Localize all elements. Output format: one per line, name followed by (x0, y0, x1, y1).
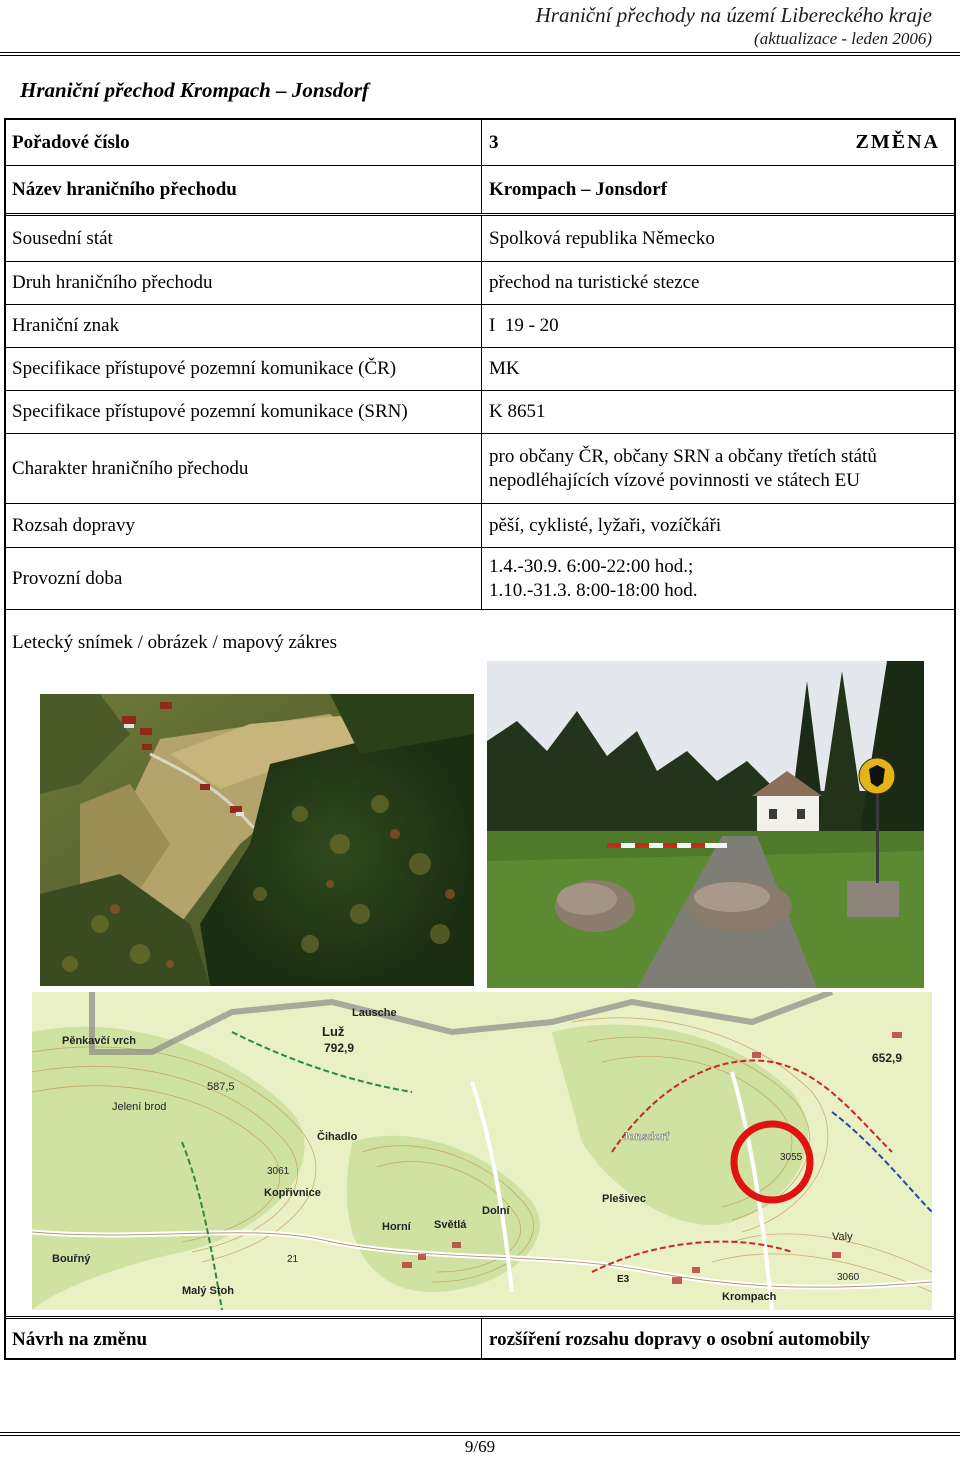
value-nazev: Krompach – Jonsdorf (489, 178, 668, 200)
ground-photo (487, 661, 924, 988)
map-label-15: 652,9 (872, 1051, 903, 1065)
map-label-5: Jelení brod (112, 1101, 167, 1113)
label-charakter: Charakter hraničního přechodu (12, 457, 249, 479)
value-charakter-line2: nepodléhajících vízové povinnosti ve státech EU (489, 469, 860, 491)
value-spec-cr: MK (489, 358, 520, 379)
images-label: Letecký snímek / obrázek / mapový zákres (12, 632, 337, 653)
row-poradove-cislo (6, 120, 954, 166)
value-hranicni-znak: I 19 - 20 (489, 315, 559, 336)
label-provozni-doba: Provozní doba (12, 567, 123, 589)
value-provozni-doba (489, 548, 946, 609)
row-spec-cr (6, 348, 954, 391)
map-label-4: Lausche (352, 1007, 397, 1019)
row-charakter (6, 434, 954, 504)
map-label-17: Valy (832, 1231, 853, 1243)
footer-rule-2 (0, 1435, 960, 1436)
label-spec-cr: Specifikace přístupové pozemní komunikace (ČR) (12, 358, 397, 379)
row-spec-srn (6, 391, 954, 434)
label-poradove-cislo: Pořadové číslo (12, 131, 130, 153)
document-title: Hraniční přechod Krompach – Jonsdorf (20, 78, 369, 102)
value-sousedni-stat: Spolková republika Německo (489, 227, 715, 249)
page-header (536, 2, 932, 50)
header-rule (0, 52, 960, 53)
map-label-6: Čihadlo (317, 1131, 358, 1143)
map-label-11: Plešivec (602, 1193, 647, 1205)
map-label-16: Jonsdorf (622, 1131, 670, 1143)
value-navrh-na-zmenu: rozšíření rozsahu dopravy o osobní automobily (489, 1328, 870, 1350)
value-spec-srn: K 8651 (489, 401, 546, 422)
map-label-8: Světlá (434, 1219, 467, 1231)
map-label-23: 21 (287, 1254, 299, 1265)
row-druh (6, 262, 954, 305)
label-sousedni-stat: Sousední stát (12, 227, 113, 249)
value-provozni-doba-line2: 1.10.-31.3. 8:00-18:00 hod. (489, 579, 698, 601)
change-badge: ZMĚNA (855, 131, 940, 153)
header-update: (aktualizace - leden 2006) (754, 29, 932, 48)
topographic-map (32, 992, 932, 1310)
map-label-18: 587,5 (207, 1081, 235, 1093)
label-spec-srn: Specifikace přístupové pozemní komunikace (SRN) (12, 401, 408, 422)
label-nazev: Název hraničního přechodu (12, 178, 237, 200)
map-label-13: Bouřný (52, 1253, 91, 1265)
value-druh: přechod na turistické stezce (489, 272, 700, 293)
value-charakter (489, 434, 946, 503)
map-label-1: Pěnkavčí vrch (62, 1035, 136, 1047)
map-label-21: 3060 (837, 1272, 860, 1283)
map-label-9: Dolní (482, 1205, 510, 1217)
row-rozsah (6, 504, 954, 548)
label-rozsah: Rozsah dopravy (12, 514, 135, 536)
value-poradove-cislo: 3 (489, 131, 499, 153)
row-nazev (6, 166, 954, 216)
label-navrh-na-zmenu: Návrh na změnu (12, 1328, 148, 1350)
map-label-3: 792,9 (324, 1041, 355, 1055)
map-label-7: Horní (382, 1221, 411, 1233)
map-label-12: Krompach (722, 1291, 777, 1303)
crossing-table (4, 118, 956, 1360)
label-druh: Druh hraničního přechodu (12, 272, 213, 293)
row-sousedni-stat (6, 216, 954, 262)
page-number: 9/69 (464, 1437, 496, 1456)
map-label-2: Luž (322, 1024, 345, 1039)
map-label-22: E3 (617, 1274, 630, 1285)
header-title: Hraniční přechody na území Libereckého kraje (535, 3, 932, 27)
map-label-19: 3061 (267, 1166, 290, 1177)
value-rozsah: pěší, cyklisté, lyžaři, vozíčkáři (489, 514, 722, 536)
row-hranicni-znak (6, 305, 954, 348)
label-hranicni-znak: Hraniční znak (12, 315, 120, 336)
header-rule-2 (0, 55, 960, 56)
map-label-14: Malý Stoh (182, 1285, 234, 1297)
value-provozni-doba-line1: 1.4.-30.9. 6:00-22:00 hod.; (489, 555, 694, 577)
aerial-photo (40, 694, 474, 986)
map-label-10: Kopřivnice (264, 1187, 321, 1199)
value-charakter-line1: pro občany ČR, občany SRN a občany třetích států (489, 445, 877, 467)
footer-rule (0, 1432, 960, 1433)
map-label-20: 3055 (780, 1152, 803, 1163)
row-navrh-na-zmenu (6, 1316, 954, 1360)
row-provozni-doba (6, 548, 954, 610)
